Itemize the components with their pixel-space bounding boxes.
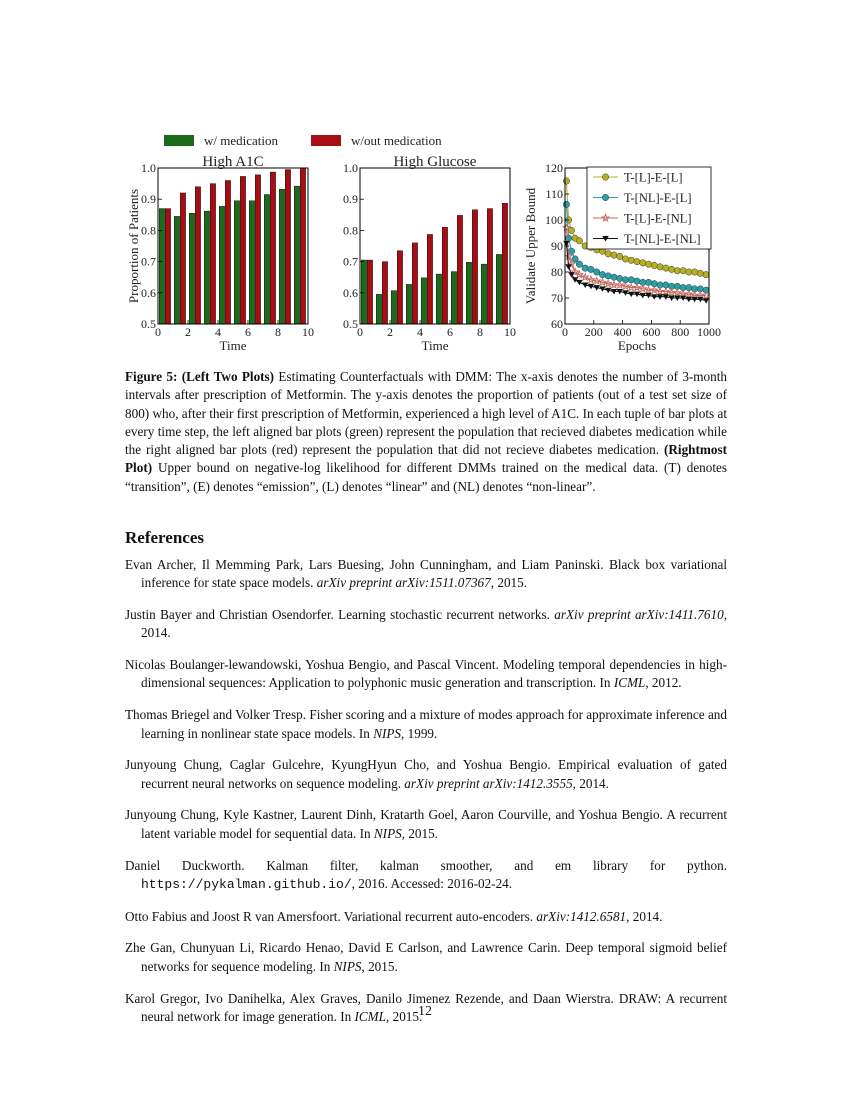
x-tick-label: 400 bbox=[613, 325, 632, 339]
bar bbox=[481, 264, 486, 324]
line-point bbox=[565, 264, 571, 270]
line-point bbox=[663, 265, 669, 271]
figure-5 bbox=[0, 0, 850, 360]
x-tick-label: 4 bbox=[417, 325, 423, 339]
legend-label: w/ medication bbox=[204, 133, 279, 148]
line-point bbox=[605, 251, 611, 257]
x-tick-label: 0 bbox=[357, 325, 363, 339]
line-point bbox=[634, 258, 640, 264]
x-tick-label: 2 bbox=[387, 325, 393, 339]
bar bbox=[270, 172, 275, 324]
bar bbox=[412, 243, 417, 324]
reference-item: Zhe Gan, Chunyuan Li, Ricardo Henao, David E Carlson, and Lawrence Carin. Deep temporal sigmoid belief networks for sequence modeling. In NIPS, 2015. bbox=[125, 940, 727, 974]
bar bbox=[487, 209, 492, 324]
bar bbox=[195, 187, 200, 324]
reference-item: Thomas Briegel and Volker Tresp. Fisher scoring and a mixture of modes approach for approximate inference and learning in nonlinear state space models. In NIPS, 1999. bbox=[125, 707, 727, 741]
line-point bbox=[599, 271, 605, 277]
bar bbox=[279, 189, 284, 324]
line-point bbox=[611, 252, 617, 258]
x-tick-label: 6 bbox=[447, 325, 453, 339]
line-point bbox=[645, 261, 651, 267]
y-tick-label: 0.5 bbox=[343, 317, 358, 331]
bar bbox=[159, 209, 164, 324]
bar bbox=[204, 211, 209, 324]
legend-swatch bbox=[164, 135, 194, 146]
y-tick-label: 0.9 bbox=[141, 192, 156, 207]
bar bbox=[427, 234, 432, 324]
y-tick-label: 0.8 bbox=[343, 223, 358, 238]
line-point bbox=[568, 227, 574, 233]
line-point bbox=[576, 238, 582, 244]
bar bbox=[225, 180, 230, 324]
bar bbox=[165, 209, 170, 324]
line-point bbox=[680, 268, 686, 274]
legend-swatch bbox=[311, 135, 341, 146]
legend-label: T-[NL]-E-[NL] bbox=[624, 232, 701, 246]
caption-label: Figure 5: bbox=[125, 369, 178, 384]
y-tick-label: 80 bbox=[551, 265, 563, 279]
caption-text-b: Upper bound on negative-log likelihood for different DMMs trained on the medical data. (T) denotes “transition”, (E) denotes “emission”, (L) denotes “linear” and (NL) denotes “non-linear”. bbox=[125, 460, 728, 494]
bar bbox=[391, 291, 396, 324]
bar bbox=[442, 227, 447, 324]
line-point bbox=[668, 266, 674, 272]
x-axis-label: Time bbox=[219, 338, 247, 353]
reference-item: Karol Gregor, Ivo Danihelka, Alex Graves, Danilo Jimenez Rezende, and Daan Wierstra. DRAW: A recurrent neural network for image generation. In ICML, 2015. bbox=[125, 990, 727, 1024]
line-point bbox=[565, 235, 571, 241]
legend-label: T-[L]-E-[NL] bbox=[624, 211, 692, 226]
bar bbox=[300, 168, 305, 324]
x-tick-label: 2 bbox=[185, 325, 191, 339]
line-point bbox=[622, 256, 628, 262]
y-tick-label: 110 bbox=[545, 187, 563, 201]
line-point bbox=[628, 277, 634, 283]
line-point bbox=[703, 271, 709, 277]
bar bbox=[376, 294, 381, 324]
line-point bbox=[582, 265, 588, 271]
figure-caption bbox=[125, 368, 727, 496]
bar bbox=[255, 175, 260, 324]
bar bbox=[219, 206, 224, 324]
x-tick-label: 0 bbox=[562, 325, 568, 339]
bar bbox=[249, 201, 254, 324]
y-axis-label: Proportion of Patients bbox=[126, 188, 141, 304]
bar bbox=[382, 262, 387, 324]
y-tick-label: 0.8 bbox=[141, 223, 156, 238]
reference-item: Nicolas Boulanger-lewandowski, Yoshua Bengio, and Pascal Vincent. Modeling temporal dependencies in high-dimensional sequences: Application to polyphonic music generation and transcription. In ICML, 2012. bbox=[125, 657, 727, 691]
line-point bbox=[602, 194, 608, 200]
legend-label: T-[NL]-E-[L] bbox=[624, 191, 692, 205]
y-tick-label: 1.0 bbox=[343, 161, 358, 175]
x-axis-label: Time bbox=[421, 338, 449, 353]
bar bbox=[496, 254, 501, 324]
bar bbox=[436, 274, 441, 324]
reference-item: Evan Archer, Il Memming Park, Lars Buesing, John Cunningham, and Liam Paninski. Black box variational inference for state space models. arXiv preprint arXiv:1511.07367, 2015. bbox=[125, 557, 727, 591]
x-tick-label: 8 bbox=[275, 325, 281, 339]
line-point bbox=[640, 260, 646, 266]
bar bbox=[264, 195, 269, 324]
line-point bbox=[563, 241, 569, 247]
x-tick-label: 0 bbox=[155, 325, 161, 339]
line-point bbox=[576, 280, 582, 286]
y-tick-label: 1.0 bbox=[141, 161, 156, 175]
caption-right-plot-label: (Rightmost Plot) bbox=[125, 442, 727, 476]
x-tick-label: 8 bbox=[477, 325, 483, 339]
x-tick-label: 4 bbox=[215, 325, 221, 339]
x-tick-label: 600 bbox=[642, 325, 661, 339]
x-tick-label: 1000 bbox=[697, 325, 721, 339]
reference-item: Junyoung Chung, Kyle Kastner, Laurent Dinh, Kratarth Goel, Aaron Courville, and Yoshua Bengio. A recurrent latent variable model for sequential data. In NIPS, 2015. bbox=[125, 807, 727, 841]
y-tick-label: 70 bbox=[551, 291, 563, 305]
caption-text-a: Estimating Counterfactuals with DMM: The x-axis denotes the number of 3-month intervals after prescription of Metformin. The y-axis denotes the proportion of patients (out of a test set size of 800) who, after their first prescription of Metformin, experienced a high level of A1C. In each tuple of bar plots at every time step, the left aligned bar plots (green) represent the population that recieved diabetes medication while the right aligned bar plots (red) represent the population that did not recieve diabetes medication. bbox=[125, 369, 728, 458]
y-tick-label: 0.5 bbox=[141, 317, 156, 331]
y-tick-label: 0.6 bbox=[141, 285, 156, 300]
line-point bbox=[602, 174, 608, 180]
line-point bbox=[605, 273, 611, 279]
chart-title: High A1C bbox=[202, 154, 264, 170]
line-point bbox=[617, 253, 623, 259]
references-heading: References bbox=[125, 528, 204, 547]
y-axis-label: Validate Upper Bound bbox=[523, 187, 538, 305]
bar bbox=[294, 186, 299, 324]
line-point bbox=[645, 279, 651, 285]
bar bbox=[285, 170, 290, 324]
x-tick-label: 200 bbox=[584, 325, 603, 339]
bar bbox=[397, 251, 402, 324]
bar bbox=[421, 278, 426, 324]
bar bbox=[180, 193, 185, 324]
line-point bbox=[651, 262, 657, 268]
x-tick-label: 6 bbox=[245, 325, 251, 339]
chart-title: High Glucose bbox=[393, 154, 477, 170]
line-point bbox=[697, 270, 703, 276]
line-point bbox=[691, 269, 697, 275]
bar bbox=[210, 184, 215, 324]
x-tick-label: 10 bbox=[504, 325, 516, 339]
x-axis-label: Epochs bbox=[617, 338, 657, 353]
bar bbox=[367, 260, 372, 324]
bar bbox=[457, 215, 462, 324]
line-point bbox=[588, 266, 594, 272]
y-tick-label: 60 bbox=[551, 317, 563, 331]
bar bbox=[502, 203, 507, 324]
line-point bbox=[572, 256, 578, 262]
line-point bbox=[674, 268, 680, 274]
line-point bbox=[576, 261, 582, 267]
reference-item: Otto Fabius and Joost R van Amersfoort. Variational recurrent auto-encoders. arXiv:1412.6581, 2014. bbox=[125, 908, 663, 924]
reference-item: Junyoung Chung, Caglar Gulcehre, KyungHyun Cho, and Yoshua Bengio. Empirical evaluation of gated recurrent neural networks on sequence modeling. arXiv preprint arXiv:1412.3555, 2014. bbox=[125, 757, 727, 791]
line-point bbox=[563, 201, 569, 207]
caption-left-plots-label: (Left Two Plots) bbox=[181, 369, 275, 384]
line-point bbox=[563, 178, 569, 184]
bar bbox=[472, 210, 477, 324]
reference-url-link[interactable]: https://pykalman.github.io/ bbox=[141, 876, 352, 892]
bar bbox=[189, 213, 194, 324]
y-tick-label: 90 bbox=[551, 239, 563, 253]
bar bbox=[361, 260, 366, 324]
bar bbox=[234, 201, 239, 324]
line-point bbox=[686, 269, 692, 275]
legend-label: T-[L]-E-[L] bbox=[624, 170, 683, 185]
reference-item: Daniel Duckworth. Kalman filter, kalman smoother, and em library for python. https://pykalman.github.io/, 2016. Accessed: 2016-02-24. bbox=[125, 857, 727, 892]
legend-label: w/out medication bbox=[351, 133, 442, 148]
y-tick-label: 100 bbox=[545, 213, 563, 227]
line-point bbox=[593, 269, 599, 275]
y-tick-label: 0.9 bbox=[343, 192, 358, 207]
bar bbox=[240, 176, 245, 324]
x-tick-label: 800 bbox=[671, 325, 690, 339]
line-point bbox=[628, 257, 634, 263]
reference-item: Justin Bayer and Christian Osendorfer. Learning stochastic recurrent networks. arXiv preprint arXiv:1411.7610, 2014. bbox=[125, 607, 727, 641]
y-tick-label: 0.7 bbox=[343, 254, 358, 269]
y-tick-label: 120 bbox=[545, 161, 563, 175]
x-tick-label: 10 bbox=[302, 325, 314, 339]
bar bbox=[466, 262, 471, 324]
bar bbox=[406, 284, 411, 324]
line-point bbox=[611, 274, 617, 280]
bar bbox=[451, 272, 456, 324]
line-point bbox=[703, 298, 709, 304]
line-point bbox=[657, 264, 663, 270]
references-list bbox=[125, 556, 727, 1040]
page-number: 12 bbox=[418, 1004, 432, 1019]
y-tick-label: 0.7 bbox=[141, 254, 156, 269]
bar bbox=[174, 216, 179, 324]
y-tick-label: 0.6 bbox=[343, 285, 358, 300]
